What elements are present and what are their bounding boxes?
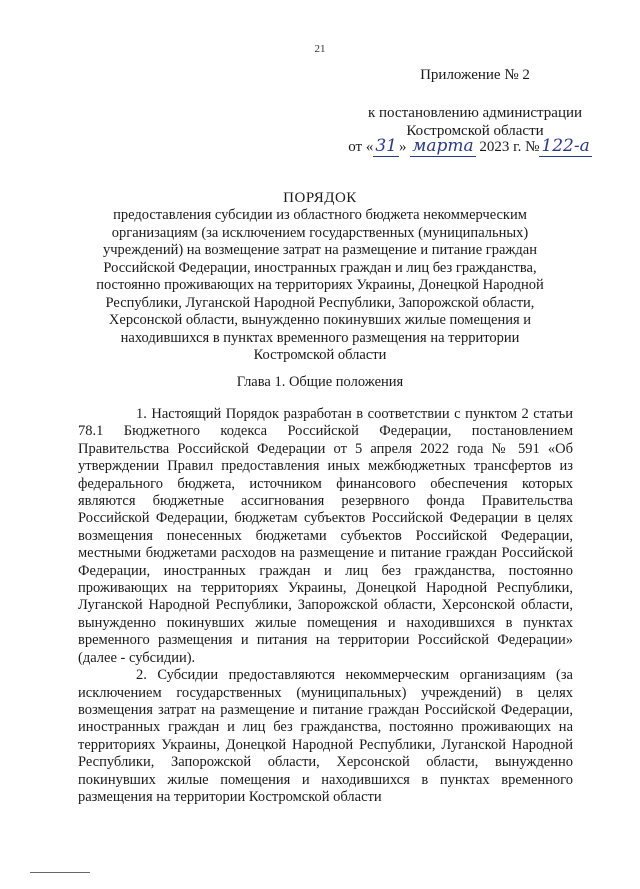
chapter-heading: Глава 1. Общие положения [236,374,404,390]
document-body [78,406,573,806]
appendix-line-2: Костромской области [406,123,544,139]
date-prefix: от « [348,139,374,155]
appendix-line-1: к постановлению администрации [367,105,583,121]
appendix-date-line [340,137,600,156]
document-title: ПОРЯДОК [283,190,357,206]
paragraph-2: 2. Субсидии предоставляются некоммерческим организациям (за исключением государственных (муниципальных) учреждений) в целях возмещения затрат на размещение и питание граждан Российской Федерации, иностранных граждан и лиц без гражданства, постоянно проживающих на территориях Украины, Донецкой Народной Республики, Луганской Народной Республики, Запорожской области, Херсонской области, вынужденно покинувших жилые помещения и находившихся в пунктах временного размещения на территории Костромской области [78,667,573,805]
date-year: 2023 г. № [479,139,540,155]
date-month-handwritten: марта [412,136,474,156]
paragraph-1: 1. Настоящий Порядок разработан в соответствии с пунктом 2 статьи 78.1 Бюджетного кодекса Российской Федерации, постановлением Правительства Российской Федерации от 5 апреля 2022 года № 591 «Об утверждении Правил предоставления иных межбюджетных трансфертов из федерального бюджета, источником финансового обеспечения которых являются бюджетные ассигнования резервного фонда Правительства Российской Федерации, бюджетам субъектов Российской Федерации в целях возмещения понесенных бюджетами субъектов Российской Федерации, местными бюджетами расходов на размещение и питание граждан Российской Федерации, иностранных граждан и лиц без гражданства, постоянно проживающих на территориях Украины, Донецкой Народной Республики, Луганской Народной Республики, Запорожской области, Херсонской области, вынужденно покинувших жилые помещения и находившихся в пунктах временного размещения и питания на территории Российской Федерации» (далее - субсидии). [78,406,573,666]
date-day-handwritten: 31 [375,136,397,156]
appendix-title: Приложение № 2 [420,67,530,83]
page-number: 21 [314,43,326,55]
footer-divider [30,872,90,873]
date-mid: » [399,139,407,155]
doc-number-handwritten: 122-а [541,136,590,156]
document-subtitle: предоставления субсидии из областного бюджета некоммерческим организациям (за исключением государственных (муниципальных) учреждений) на возмещение затрат на размещение и питание граждан Российской Федерации, иностранных граждан и лиц без гражданства, постоянно проживающих на территориях Украины, Донецкой Народной Республики, Луганской Народной Республики, Запорожской области, Херсонской области, вынужденно покинувших жилые помещения и находившихся в пунктах временного размещения на территории Костромской области [96,207,544,363]
